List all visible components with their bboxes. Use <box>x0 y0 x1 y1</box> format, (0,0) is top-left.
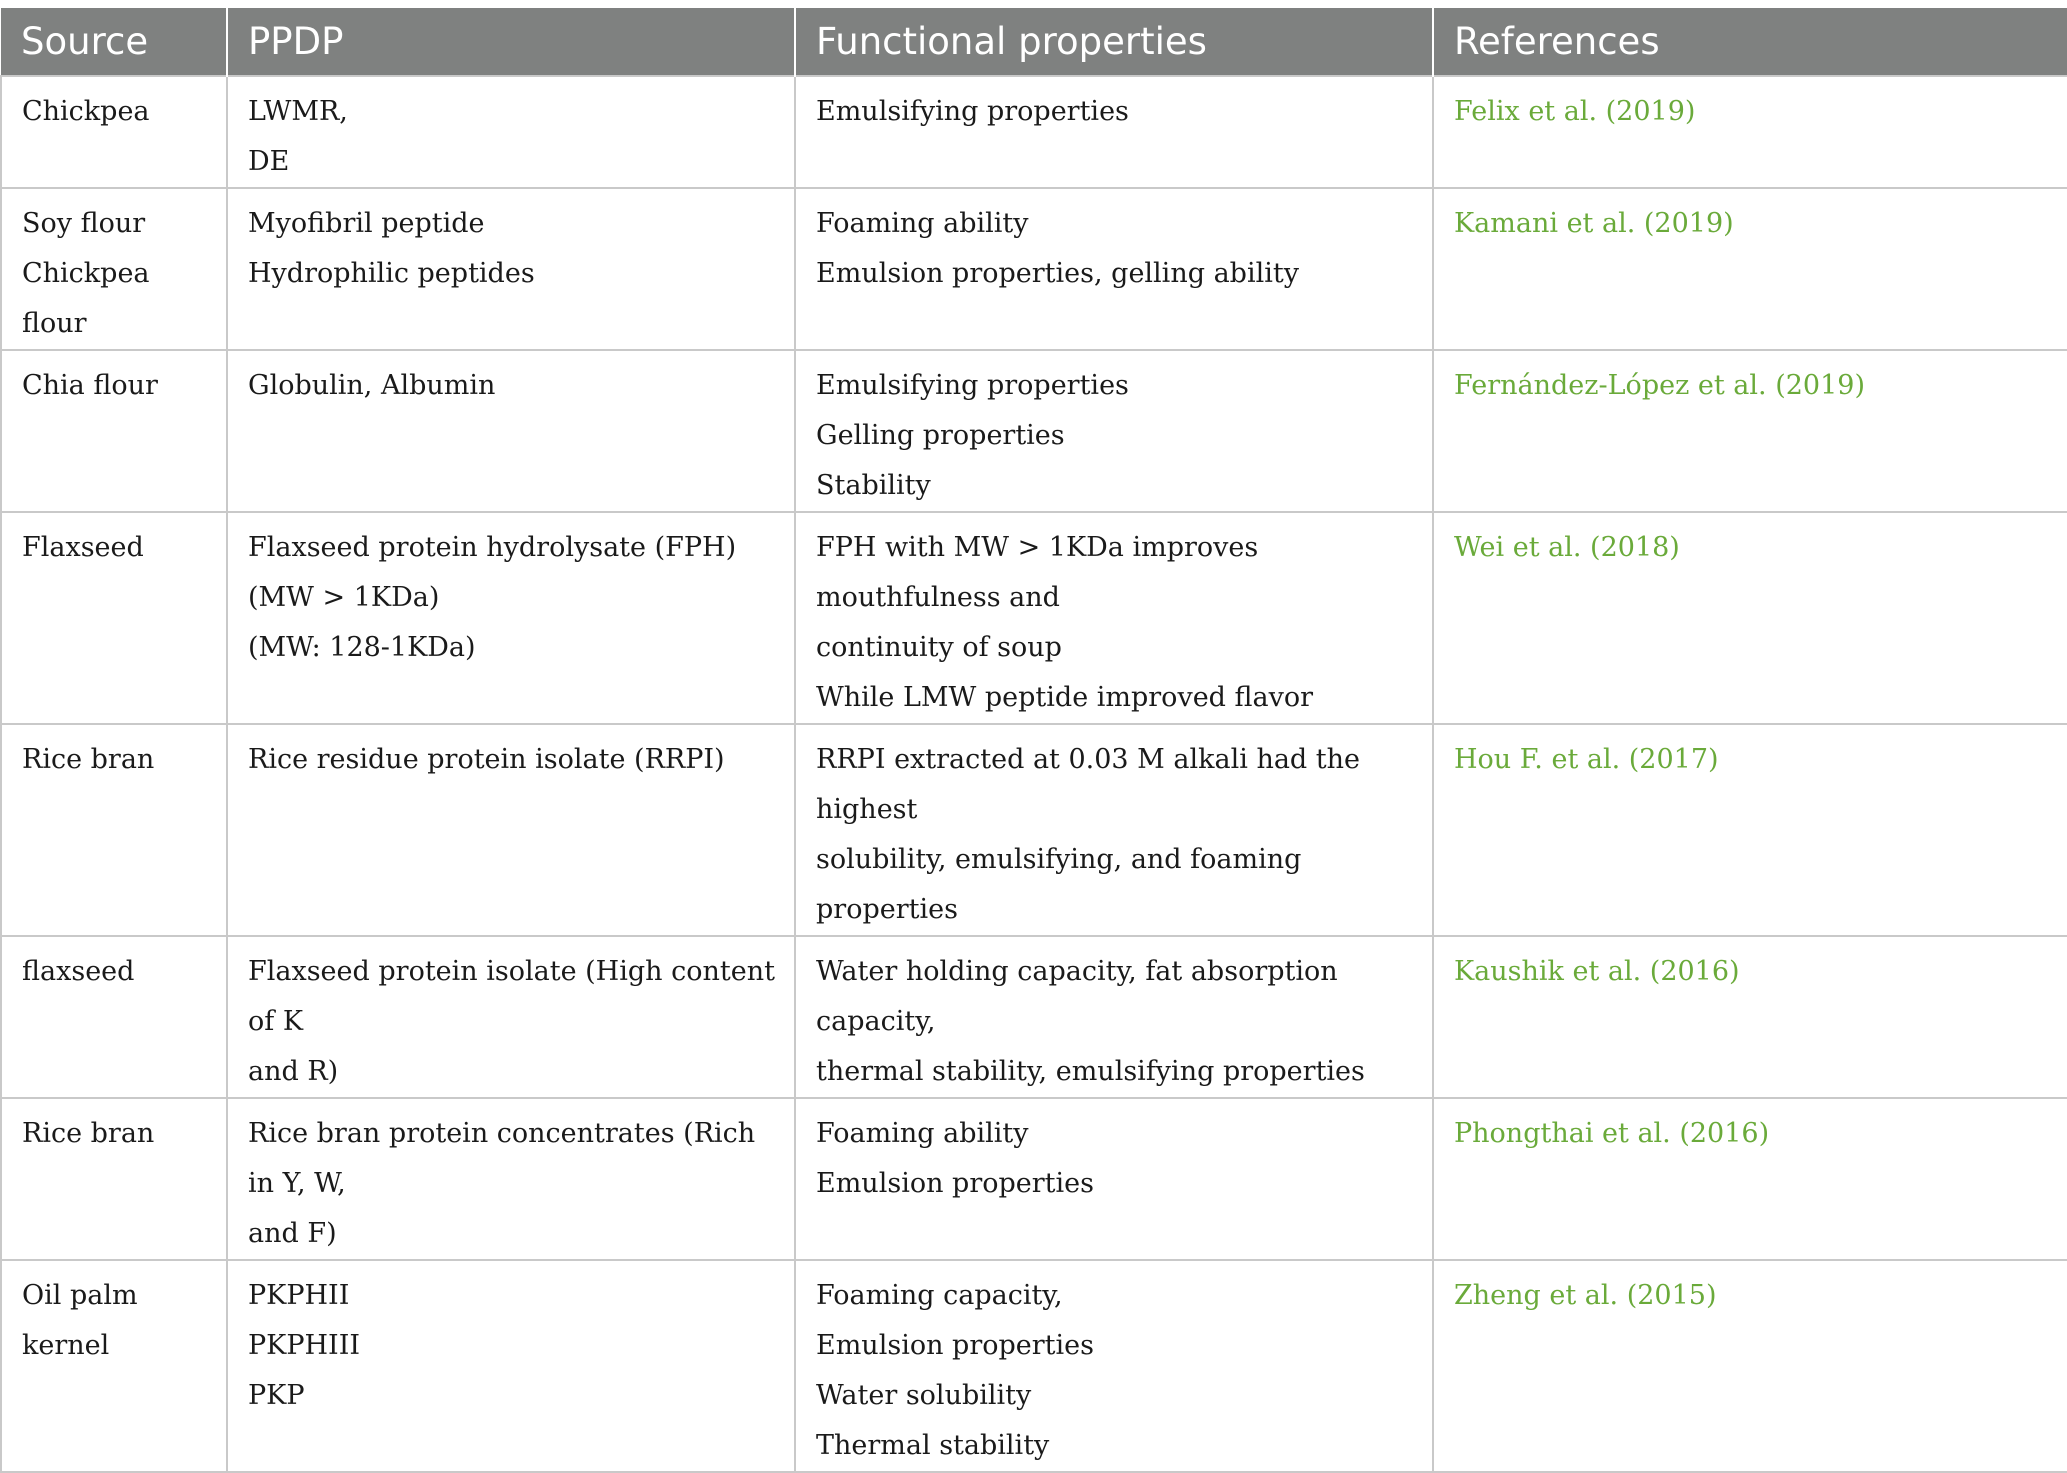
table-body <box>1 76 2067 1472</box>
cell-functional <box>795 724 1433 936</box>
table-row <box>1 1098 2067 1260</box>
reference-link[interactable]: Phongthai et al. (2016) <box>1454 1118 1770 1149</box>
header-ppdp: PPDP <box>227 8 795 76</box>
cell-reference <box>1433 1260 2067 1472</box>
table-row <box>1 936 2067 1098</box>
cell-reference <box>1433 512 2067 724</box>
cell-ppdp <box>227 936 795 1098</box>
reference-link[interactable]: Zheng et al. (2015) <box>1454 1280 1717 1311</box>
cell-line: thermal stability, emulsifying properties <box>816 1056 1365 1087</box>
cell-functional <box>795 936 1433 1098</box>
cell-line: and R) <box>248 1056 339 1087</box>
cell-functional <box>795 350 1433 512</box>
cell-reference <box>1433 76 2067 188</box>
cell-source <box>1 1098 227 1260</box>
cell-source <box>1 724 227 936</box>
cell-functional <box>795 512 1433 724</box>
cell-line: Oil palm kernel <box>22 1280 138 1361</box>
reference-link[interactable]: Felix et al. (2019) <box>1454 96 1696 127</box>
cell-source <box>1 188 227 350</box>
cell-reference <box>1433 188 2067 350</box>
cell-source <box>1 936 227 1098</box>
reference-link[interactable]: Kaushik et al. (2016) <box>1454 956 1740 987</box>
cell-ppdp <box>227 76 795 188</box>
cell-line: Emulsion properties <box>816 1168 1094 1199</box>
table-row <box>1 724 2067 936</box>
cell-ppdp <box>227 188 795 350</box>
header-functional-properties: Functional properties <box>795 8 1433 76</box>
table-container <box>0 8 2067 1473</box>
cell-line: DE <box>248 146 290 177</box>
cell-source <box>1 512 227 724</box>
cell-line: Rice residue protein isolate (RRPI) <box>248 744 725 775</box>
cell-source <box>1 76 227 188</box>
cell-functional <box>795 76 1433 188</box>
cell-ppdp <box>227 724 795 936</box>
cell-line: (MW: 128-1KDa) <box>248 632 476 663</box>
cell-line: LWMR, <box>248 96 348 127</box>
cell-line: Chickpea flour <box>22 258 150 339</box>
table-row <box>1 350 2067 512</box>
cell-line: Rice bran <box>22 744 155 775</box>
cell-line: Water solubility <box>816 1380 1032 1411</box>
cell-line: PKPHIII <box>248 1330 361 1361</box>
cell-line: flaxseed <box>22 956 135 987</box>
cell-line: Emulsion properties, gelling ability <box>816 258 1299 289</box>
reference-link[interactable]: Fernández-López et al. (2019) <box>1454 370 1865 401</box>
cell-functional <box>795 1260 1433 1472</box>
cell-line: Stability <box>816 470 931 501</box>
header-source: Source <box>1 8 227 76</box>
cell-line: Flaxseed protein hydrolysate (FPH) <box>248 532 737 563</box>
cell-line: Foaming capacity, <box>816 1280 1063 1311</box>
cell-line: Rice bran protein concentrates (Rich in Y, W, <box>248 1118 756 1199</box>
properties-table <box>0 8 2067 1473</box>
cell-line: Emulsion properties <box>816 1330 1094 1361</box>
cell-line: PKP <box>248 1380 305 1411</box>
cell-line: continuity of soup <box>816 632 1062 663</box>
cell-line: Rice bran <box>22 1118 155 1149</box>
cell-line: Emulsifying properties <box>816 96 1129 127</box>
cell-line: Emulsifying properties <box>816 370 1129 401</box>
cell-reference <box>1433 350 2067 512</box>
reference-link[interactable]: Hou F. et al. (2017) <box>1454 744 1719 775</box>
cell-functional <box>795 1098 1433 1260</box>
reference-link[interactable]: Wei et al. (2018) <box>1454 532 1680 563</box>
cell-reference <box>1433 1098 2067 1260</box>
cell-line: Flaxseed protein isolate (High content of K <box>248 956 775 1037</box>
cell-functional <box>795 188 1433 350</box>
cell-source <box>1 350 227 512</box>
cell-reference <box>1433 724 2067 936</box>
table-header <box>1 8 2067 76</box>
cell-line: (MW > 1KDa) <box>248 582 440 613</box>
header-references: References <box>1433 8 2067 76</box>
cell-line: Water holding capacity, fat absorption capacity, <box>816 956 1338 1037</box>
table-row <box>1 76 2067 188</box>
cell-line: Soy flour <box>22 208 146 239</box>
cell-line: solubility, emulsifying, and foaming properties <box>816 844 1302 925</box>
cell-line: Chia flour <box>22 370 158 401</box>
table-row <box>1 512 2067 724</box>
cell-line: RRPI extracted at 0.03 M alkali had the highest <box>816 744 1361 825</box>
cell-line: Thermal stability <box>816 1430 1050 1461</box>
cell-line: Chickpea <box>22 96 150 127</box>
cell-line: Flaxseed <box>22 532 144 563</box>
table-row <box>1 1260 2067 1472</box>
cell-line: PKPHII <box>248 1280 350 1311</box>
table-row <box>1 188 2067 350</box>
cell-ppdp <box>227 1098 795 1260</box>
cell-line: Globulin, Albumin <box>248 370 496 401</box>
cell-line: Foaming ability <box>816 1118 1029 1149</box>
header-row <box>1 8 2067 76</box>
cell-reference <box>1433 936 2067 1098</box>
cell-line: While LMW peptide improved flavor <box>816 682 1314 713</box>
cell-line: Hydrophilic peptides <box>248 258 535 289</box>
cell-source <box>1 1260 227 1472</box>
cell-line: Gelling properties <box>816 420 1065 451</box>
cell-line: FPH with MW > 1KDa improves mouthfulness and <box>816 532 1259 613</box>
cell-line: and F) <box>248 1218 337 1249</box>
reference-link[interactable]: Kamani et al. (2019) <box>1454 208 1734 239</box>
cell-ppdp <box>227 512 795 724</box>
cell-ppdp <box>227 350 795 512</box>
cell-line: Foaming ability <box>816 208 1029 239</box>
cell-ppdp <box>227 1260 795 1472</box>
cell-line: Myofibril peptide <box>248 208 485 239</box>
